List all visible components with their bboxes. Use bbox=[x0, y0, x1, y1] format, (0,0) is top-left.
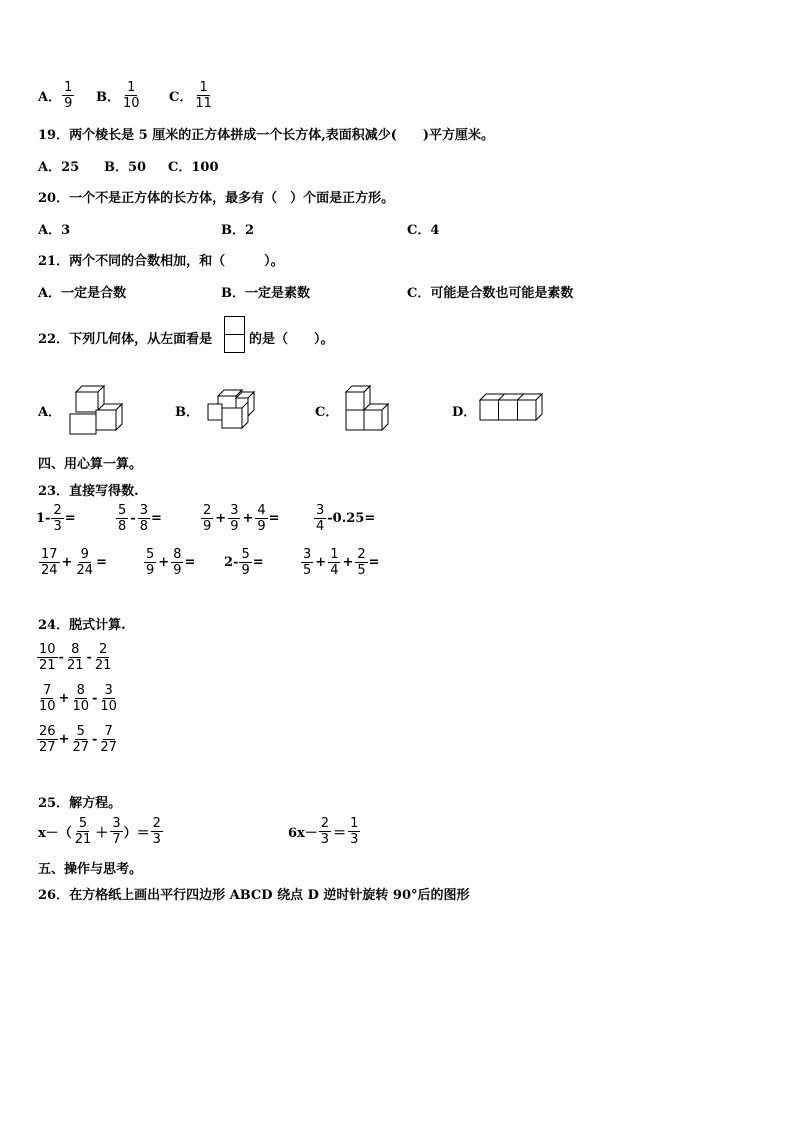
fraction bbox=[51, 503, 63, 534]
fraction bbox=[98, 683, 119, 714]
numerator: 5 bbox=[241, 547, 250, 562]
q23-title: 23．直接写得数. bbox=[38, 484, 139, 499]
numerator: 5 bbox=[118, 503, 127, 518]
equals-sign: = bbox=[64, 511, 76, 526]
fraction bbox=[228, 503, 240, 534]
numerator: 1 bbox=[64, 80, 73, 95]
operator: - bbox=[130, 511, 136, 526]
numerator: 5 bbox=[76, 724, 85, 739]
q22-option-a-label: A． bbox=[38, 405, 62, 420]
denominator: 8 bbox=[139, 519, 148, 534]
fraction bbox=[62, 80, 74, 111]
q18-option-c bbox=[169, 80, 215, 111]
fraction bbox=[37, 724, 58, 755]
operator: + bbox=[61, 555, 73, 570]
q20-option-c: C．4 bbox=[407, 223, 440, 238]
denominator: 21 bbox=[66, 658, 84, 673]
q22-prefix: 22．下列几何体，从左面看是 bbox=[38, 332, 213, 347]
operator: + bbox=[242, 511, 254, 526]
numerator: 1 bbox=[330, 547, 339, 562]
operator: + bbox=[215, 511, 227, 526]
expr-prefix: 2- bbox=[224, 555, 239, 570]
operator: - bbox=[92, 691, 98, 706]
numerator: 2 bbox=[203, 503, 212, 518]
q23-expr-3 bbox=[200, 503, 280, 534]
denominator: 9 bbox=[146, 563, 155, 578]
numerator: 4 bbox=[257, 503, 266, 518]
denominator: 10 bbox=[100, 699, 117, 714]
left-view-figure bbox=[224, 316, 246, 354]
fraction bbox=[110, 816, 122, 847]
q25-equation-1 bbox=[38, 816, 164, 847]
q21-option-b: B．一定是素数 bbox=[221, 286, 310, 301]
denominator: 9 bbox=[173, 563, 182, 578]
q19-option-a: A．25 bbox=[38, 160, 80, 175]
q23-expr-4 bbox=[313, 503, 375, 534]
operator: - bbox=[58, 650, 64, 665]
cube-stack-a-figure bbox=[68, 380, 124, 436]
equation-prefix: 6x－ bbox=[288, 826, 318, 841]
denominator: 10 bbox=[72, 699, 89, 714]
operator: ＋ bbox=[95, 826, 109, 841]
fraction bbox=[201, 503, 213, 534]
option-label: A． bbox=[38, 90, 62, 105]
fraction bbox=[144, 547, 156, 578]
numerator: 2 bbox=[152, 816, 161, 831]
fraction bbox=[255, 503, 267, 534]
fraction bbox=[171, 547, 183, 578]
numerator: 2 bbox=[53, 503, 62, 518]
operator: + bbox=[58, 691, 70, 706]
q23-expr-6 bbox=[143, 547, 195, 578]
denominator: 21 bbox=[39, 658, 56, 673]
denominator: 3 bbox=[320, 832, 330, 847]
denominator: 4 bbox=[330, 563, 339, 578]
fraction bbox=[37, 683, 58, 714]
q24-title: 24．脱式计算. bbox=[38, 618, 126, 633]
denominator: 27 bbox=[39, 740, 56, 755]
denominator: 4 bbox=[316, 519, 325, 534]
numerator: 8 bbox=[173, 547, 182, 562]
q20-option-a: A．3 bbox=[38, 223, 71, 238]
denominator: 9 bbox=[203, 519, 212, 534]
denominator: 21 bbox=[74, 832, 92, 847]
denominator: 3 bbox=[350, 832, 359, 847]
denominator: 3 bbox=[53, 519, 62, 534]
option-label: B． bbox=[96, 90, 120, 105]
q23-expr-5 bbox=[38, 547, 107, 578]
fraction bbox=[74, 547, 95, 578]
denominator: 10 bbox=[39, 699, 56, 714]
numerator: 17 bbox=[41, 547, 58, 562]
fraction bbox=[328, 547, 340, 578]
numerator: 5 bbox=[146, 547, 155, 562]
numerator: 3 bbox=[104, 683, 113, 698]
q25-title: 25．解方程。 bbox=[38, 796, 122, 811]
equation-prefix: x－（ bbox=[38, 826, 72, 841]
denominator: 27 bbox=[72, 740, 89, 755]
fraction bbox=[70, 683, 91, 714]
operator: + bbox=[158, 555, 170, 570]
fraction bbox=[319, 816, 331, 847]
q20-text: 20．一个不是正方体的长方体，最多有（ ）个面是正方形。 bbox=[38, 191, 395, 206]
numerator: 1 bbox=[127, 80, 136, 95]
q19-text: 19．两个棱长是 5 厘米的正方体拼成一个长方体,表面积减少( )平方厘米。 bbox=[38, 128, 495, 143]
fraction bbox=[138, 503, 150, 534]
numerator: 3 bbox=[303, 547, 312, 562]
fraction bbox=[116, 503, 128, 534]
denominator: 8 bbox=[118, 519, 127, 534]
equals-sign: ＝ bbox=[333, 826, 347, 841]
fraction bbox=[93, 642, 114, 673]
numerator: 3 bbox=[230, 503, 239, 518]
numerator: 8 bbox=[71, 642, 80, 657]
equation-middle: ）＝ bbox=[123, 826, 150, 841]
expr-prefix: 1- bbox=[36, 511, 51, 526]
option-label: C． bbox=[169, 90, 193, 105]
numerator: 7 bbox=[43, 683, 52, 698]
q22-option-b-label: B． bbox=[175, 405, 199, 420]
denominator: 10 bbox=[123, 96, 140, 111]
q24-expr-1 bbox=[36, 642, 114, 673]
denominator: 9 bbox=[64, 96, 73, 111]
denominator: 21 bbox=[94, 658, 112, 673]
fraction bbox=[39, 547, 60, 578]
operator: - bbox=[86, 650, 92, 665]
q21-option-a: A．一定是合数 bbox=[38, 286, 127, 301]
denominator: 9 bbox=[230, 519, 239, 534]
numerator: 2 bbox=[320, 816, 330, 831]
fraction bbox=[121, 80, 142, 111]
section-4-heading: 四、用心算一算。 bbox=[38, 457, 143, 472]
denominator: 5 bbox=[357, 563, 366, 578]
q23-expr-7 bbox=[224, 547, 264, 578]
numerator: 1 bbox=[350, 816, 359, 831]
fraction bbox=[151, 816, 163, 847]
numerator: 7 bbox=[104, 724, 113, 739]
fraction bbox=[65, 642, 86, 673]
equals-sign: = bbox=[184, 555, 196, 570]
q24-expr-3 bbox=[36, 724, 120, 755]
numerator: 1 bbox=[199, 80, 208, 95]
q18-option-b bbox=[96, 80, 143, 111]
operator: + bbox=[315, 555, 327, 570]
numerator: 3 bbox=[112, 816, 121, 831]
operator: - bbox=[92, 732, 98, 747]
q26-text: 26．在方格纸上画出平行四边形 ABCD 绕点 D 逆时针旋转 90°后的图形 bbox=[38, 888, 470, 903]
q24-expr-2 bbox=[36, 683, 120, 714]
denominator: 24 bbox=[76, 563, 93, 578]
fraction bbox=[193, 80, 214, 111]
numerator: 26 bbox=[39, 724, 56, 739]
expr-suffix: -0.25= bbox=[327, 511, 376, 526]
fraction bbox=[355, 547, 367, 578]
fraction bbox=[73, 816, 94, 847]
fraction bbox=[98, 724, 119, 755]
q22-suffix: 的是（ ）。 bbox=[249, 332, 334, 347]
fraction bbox=[70, 724, 91, 755]
q22-option-d-label: D． bbox=[452, 405, 477, 420]
denominator: 9 bbox=[241, 563, 250, 578]
numerator: 9 bbox=[80, 547, 89, 562]
q23-expr-8 bbox=[300, 547, 380, 578]
numerator: 2 bbox=[99, 642, 108, 657]
numerator: 3 bbox=[139, 503, 148, 518]
denominator: 3 bbox=[152, 832, 161, 847]
cube-stack-b-figure bbox=[204, 388, 256, 432]
equals-sign: = bbox=[150, 511, 162, 526]
denominator: 5 bbox=[303, 563, 312, 578]
denominator: 27 bbox=[100, 740, 117, 755]
q18-option-a bbox=[38, 80, 75, 111]
q22-option-c-label: C． bbox=[315, 405, 339, 420]
q21-text: 21．两个不同的合数相加，和（ ）。 bbox=[38, 254, 284, 269]
numerator: 3 bbox=[316, 503, 325, 518]
q19-option-c: C．100 bbox=[168, 160, 219, 175]
cube-row-d-figure bbox=[478, 392, 546, 422]
q21-option-c: C．可能是合数也可能是素数 bbox=[407, 286, 574, 301]
section-5-heading: 五、操作与思考。 bbox=[38, 862, 143, 877]
denominator: 9 bbox=[257, 519, 266, 534]
operator: + bbox=[342, 555, 354, 570]
q23-expr-1 bbox=[36, 503, 76, 534]
equals-sign: = bbox=[252, 555, 264, 570]
operator: + bbox=[58, 732, 70, 747]
equals-sign: = bbox=[368, 555, 380, 570]
fraction bbox=[239, 547, 251, 578]
numerator: 10 bbox=[39, 642, 56, 657]
q20-option-b: B．2 bbox=[221, 223, 255, 238]
denominator: 7 bbox=[112, 832, 121, 847]
numerator: 8 bbox=[76, 683, 85, 698]
cube-stack-c-figure bbox=[342, 384, 392, 434]
equals-sign: = bbox=[96, 555, 107, 570]
numerator: 2 bbox=[357, 547, 366, 562]
fraction bbox=[348, 816, 360, 847]
fraction bbox=[314, 503, 326, 534]
numerator: 5 bbox=[78, 816, 88, 831]
q19-option-b: B．50 bbox=[104, 160, 147, 175]
q25-equation-2 bbox=[288, 816, 361, 847]
fraction bbox=[301, 547, 313, 578]
fraction bbox=[37, 642, 58, 673]
denominator: 24 bbox=[41, 563, 58, 578]
q23-expr-2 bbox=[115, 503, 162, 534]
equals-sign: = bbox=[268, 511, 280, 526]
denominator: 11 bbox=[195, 96, 212, 111]
